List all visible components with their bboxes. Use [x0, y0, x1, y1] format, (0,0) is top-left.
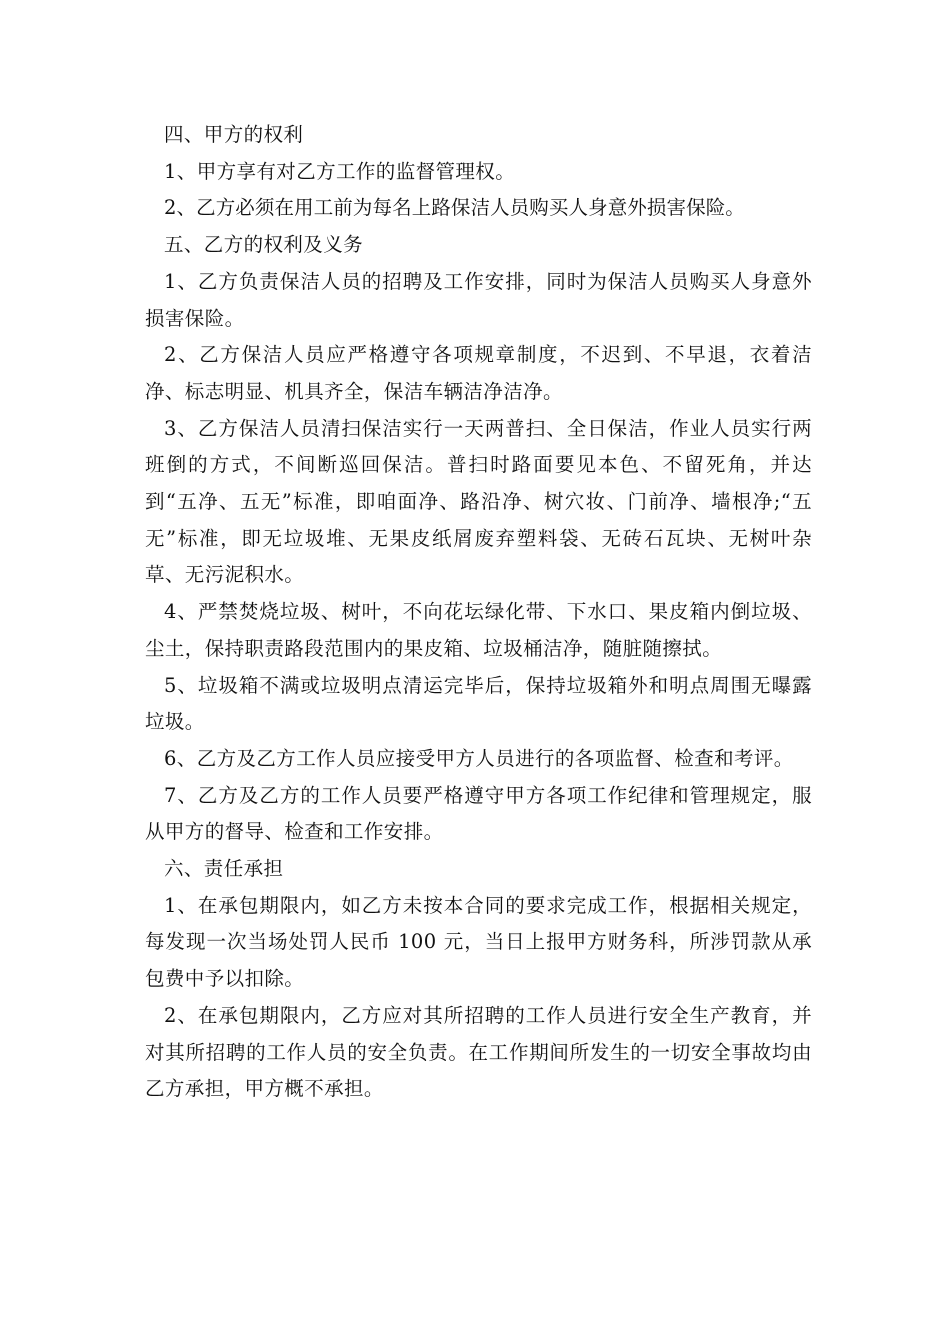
- clause-paragraph: 1、在承包期限内，如乙方未按本合同的要求完成工作，根据相关规定，每发现一次当场处罚人民币 100 元，当日上报甲方财务科，所涉罚款从承包费中予以扣除。: [145, 893, 812, 991]
- clause-paragraph: 7、乙方及乙方的工作人员要严格遵守甲方各项工作纪律和管理规定，服从甲方的督导、检查和工作安排。: [145, 783, 812, 844]
- clause-paragraph: 2、乙方必须在用工前为每名上路保洁人员购买人身意外损害保险。: [164, 196, 745, 220]
- clause-paragraph: 1、乙方负责保洁人员的招聘及工作安排，同时为保洁人员购买人身意外损害保险。: [145, 269, 812, 330]
- clause-paragraph: 1、甲方享有对乙方工作的监督管理权。: [164, 159, 516, 183]
- section-heading: 六、责任承担: [164, 857, 284, 881]
- clause-paragraph: 2、在承包期限内，乙方应对其所招聘的工作人员进行安全生产教育，并对其所招聘的工作人员的安全负责。在工作期间所发生的一切安全事故均由乙方承担，甲方概不承担。: [145, 1003, 812, 1101]
- section-heading: 四、甲方的权利: [164, 123, 304, 146]
- document-body: [145, 117, 812, 1108]
- clause-paragraph: 2、乙方保洁人员应严格遵守各项规章制度，不迟到、不早退，衣着洁净、标志明显、机具齐全，保洁车辆洁净洁净。: [145, 343, 812, 403]
- clause-paragraph: 4、严禁焚烧垃圾、树叶，不向花坛绿化带、下水口、果皮箱内倒垃圾、尘土，保持职责路段范围内的果皮箱、垃圾桶洁净，随脏随擦拭。: [145, 600, 812, 660]
- clause-paragraph: 6、乙方及乙方工作人员应接受甲方人员进行的各项监督、检查和考评。: [164, 746, 794, 770]
- clause-paragraph: 3、乙方保洁人员清扫保洁实行一天两普扫、全日保洁，作业人员实行两班倒的方式，不间断巡回保洁。普扫时路面要见本色、不留死角，并达到“五净、五无”标准，即咱面净、路沿净、树穴妆、门前净、墙根净;“五无”标准，即无垃圾堆、无果皮纸屑废弃塑料袋、无砖石瓦块、无树叶杂草、无污泥积水。: [145, 416, 812, 587]
- section-heading: 五、乙方的权利及义务: [164, 233, 364, 257]
- clause-paragraph: 5、垃圾箱不满或垃圾明点清运完毕后，保持垃圾箱外和明点周围无曝露垃圾。: [145, 673, 812, 734]
